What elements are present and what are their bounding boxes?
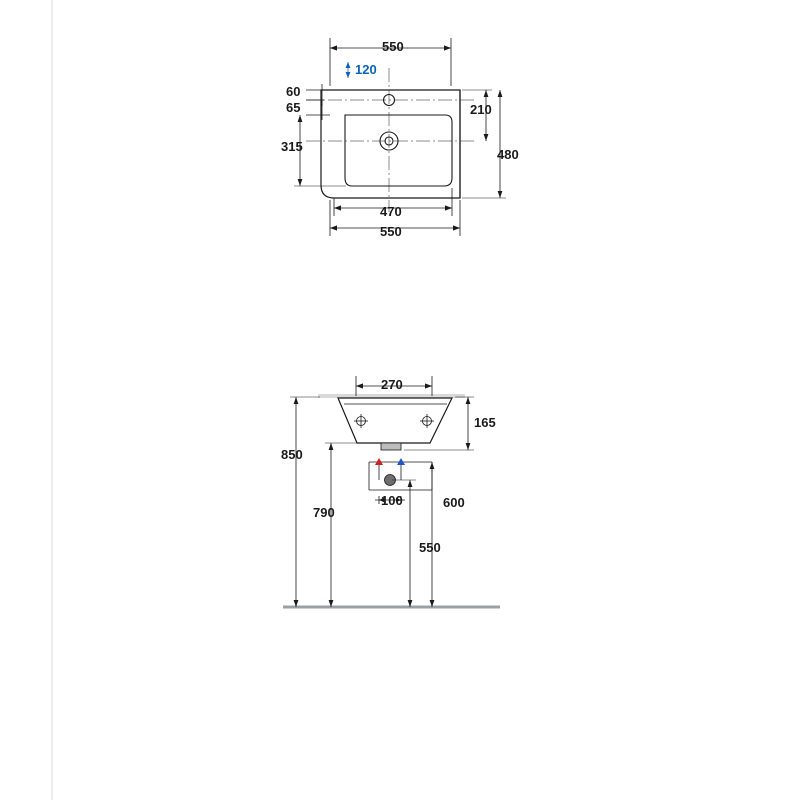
dimension-label-depth-overall: 480 [497,147,519,162]
dimension-label-waste-height: 550 [419,540,441,555]
dimension-label-front-bowl-height: 165 [474,415,496,430]
hot-supply-marker [375,458,383,465]
dimension-label-rim-back: 60 [286,84,301,99]
dimension-label-front-bowl-width: 270 [381,377,403,392]
dimension-label-bowl-offset: 210 [470,102,492,117]
dimension-label-supply-height: 600 [443,495,465,510]
dimension-label-supply-spacing: 100 [381,493,403,508]
dimension-label-height-underside: 790 [313,505,335,520]
dimension-label-tap-hole-depth: 120 [355,62,377,77]
dimension-label-height-to-rim: 850 [281,447,303,462]
dimension-label-width-front: 550 [380,224,402,239]
cold-supply-marker [397,458,405,465]
dimension-label-rim-inner: 65 [286,100,301,115]
dimension-label-top-width-overall: 550 [382,39,404,54]
waste-boss [381,443,401,450]
bowl-profile [338,398,452,443]
dimension-label-bowl-width: 470 [380,204,402,219]
top-view-basin-plan [306,68,476,212]
bowl-outline-top [345,115,452,186]
dimension-label-bowl-depth: 315 [281,139,303,154]
